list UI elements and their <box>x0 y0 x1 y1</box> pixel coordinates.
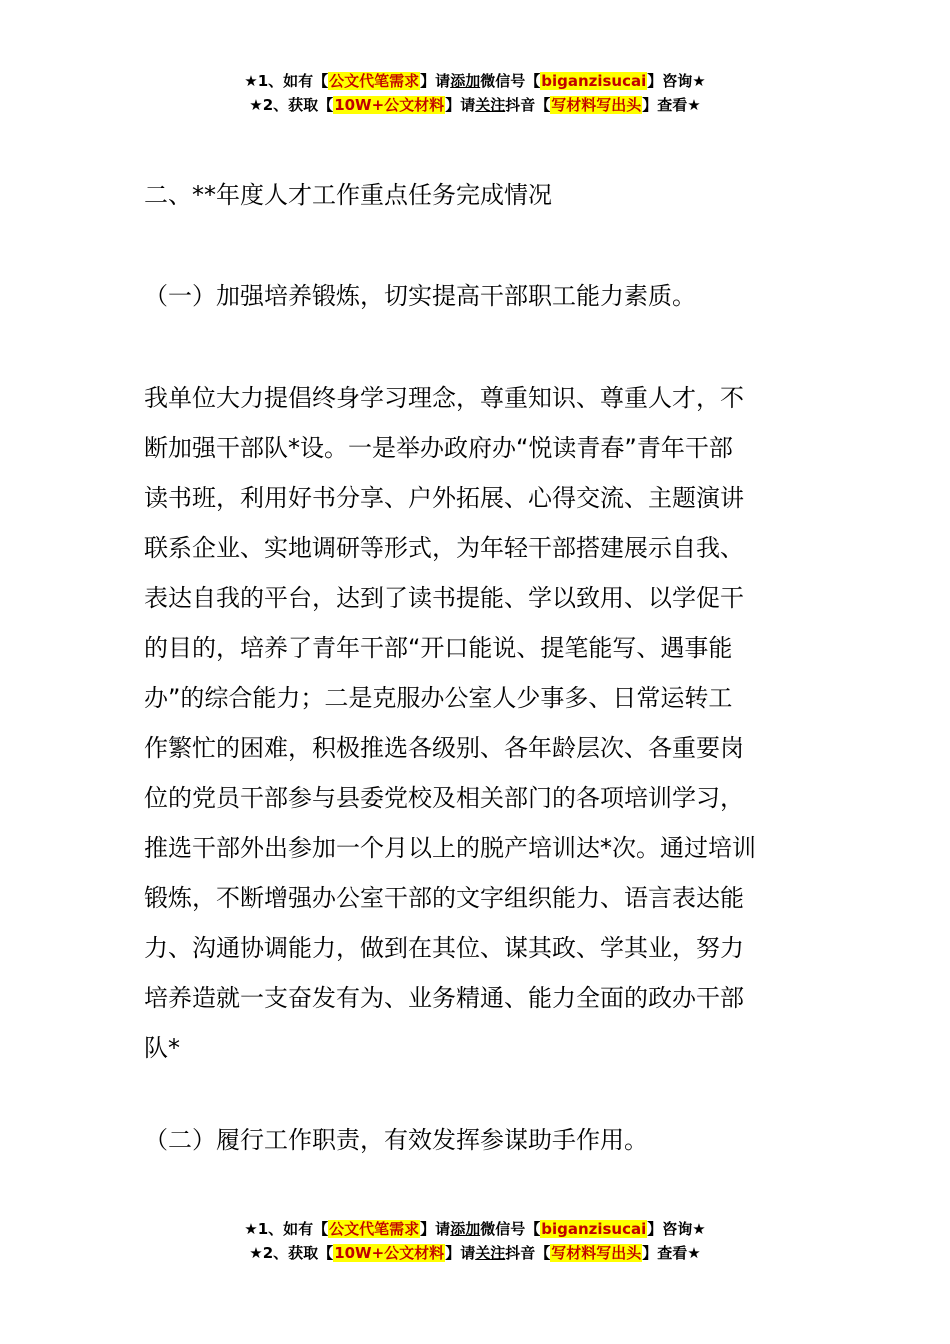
paragraph-line: 位的党员干部参与县委党校及相关部门的各项培训学习， <box>144 784 744 812</box>
paragraph-line: 推选干部外出参加一个月以上的脱产培训达*次。通过培训 <box>144 834 756 862</box>
paragraph-line: 作繁忙的困难，积极推选各级别、各年龄层次、各重要岗 <box>144 734 744 762</box>
paragraph-line: 办”的综合能力；二是克服办公室人少事多、日常运转工 <box>144 684 733 712</box>
footer-banner <box>0 1217 950 1265</box>
banner-line-1: ★1、如有【公文代笔需求】请添加微信号【biganzisucai】咨询★ <box>244 1220 706 1238</box>
section-heading: 二、**年度人才工作重点任务完成情况 <box>144 181 552 209</box>
paragraph-line: 断加强干部队*设。一是举办政府办“悦读青春”青年干部 <box>144 434 733 462</box>
highlight-wechat-id: biganzisucai <box>541 1220 647 1238</box>
sub-heading-1: （一）加强培养锻炼，切实提高干部职工能力素质。 <box>144 282 696 310</box>
paragraph-line: 培养造就一支奋发有为、业务精通、能力全面的政办干部 <box>144 984 744 1012</box>
paragraph-line: 读书班，利用好书分享、户外拓展、心得交流、主题演讲 <box>144 484 744 512</box>
paragraph-line: 我单位大力提倡终身学习理念，尊重知识、尊重人才，不 <box>144 384 744 412</box>
highlight-douyin-account: 写材料写出头 <box>551 96 642 114</box>
highlight-materials: 10W+公文材料 <box>334 96 445 114</box>
highlight-wechat-id: biganzisucai <box>541 72 647 90</box>
highlight-writing-service: 公文代笔需求 <box>329 1220 420 1238</box>
highlight-douyin-account: 写材料写出头 <box>551 1244 642 1262</box>
paragraph-line: 锻炼，不断增强办公室干部的文字组织能力、语言表达能 <box>144 884 744 912</box>
paragraph-line: 联系企业、实地调研等形式，为年轻干部搭建展示自我、 <box>144 534 744 562</box>
body-paragraph <box>144 373 808 1073</box>
banner-line-2: ★2、获取【10W+公文材料】请关注抖音【写材料写出头】查看★ <box>249 1244 701 1262</box>
banner-line-1: ★1、如有【公文代笔需求】请添加微信号【biganzisucai】咨询★ <box>244 72 706 90</box>
banner-line-2: ★2、获取【10W+公文材料】请关注抖音【写材料写出头】查看★ <box>249 96 701 114</box>
highlight-writing-service: 公文代笔需求 <box>329 72 420 90</box>
highlight-materials: 10W+公文材料 <box>334 1244 445 1262</box>
sub-heading-2: （二）履行工作职责，有效发挥参谋助手作用。 <box>144 1126 648 1154</box>
header-banner <box>0 69 950 117</box>
paragraph-line: 力、沟通协调能力，做到在其位、谋其政、学其业，努力 <box>144 934 744 962</box>
paragraph-line: 的目的，培养了青年干部“开口能说、提笔能写、遇事能 <box>144 634 733 662</box>
paragraph-line: 队* <box>144 1034 180 1062</box>
paragraph-line: 表达自我的平台，达到了读书提能、学以致用、以学促干 <box>144 584 744 612</box>
